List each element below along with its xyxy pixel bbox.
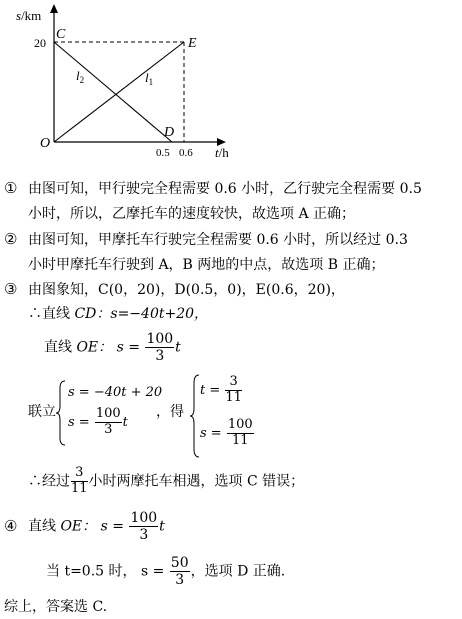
x-tick-05: 0.5	[156, 147, 170, 159]
sys2-row2-num: 100	[227, 417, 253, 432]
item4-line-oe	[28, 510, 165, 543]
item4-oe-den: 3	[139, 527, 149, 544]
point-e-label: E	[188, 36, 197, 51]
system1-row2	[68, 407, 128, 438]
system2-row2	[200, 418, 255, 449]
when-suffix: ，选项 D 正确.	[190, 563, 286, 580]
sys1-row2-num: 100	[95, 406, 121, 421]
lianli-label: 联立	[28, 404, 56, 420]
meet-prefix: ∴经过	[28, 473, 70, 490]
item2-line1: 由图可知，甲摩托车行驶完全程需要 0.6 小时，所以经过 0.3	[28, 232, 408, 248]
sys2-row2-fraction	[227, 418, 254, 449]
item3-line-cd	[28, 307, 208, 321]
sys2-row1-fraction	[225, 375, 242, 406]
cd-prefix: ∴直线	[28, 306, 75, 322]
y-tick-20: 20	[34, 36, 46, 50]
conclusion-text: 综上，答案选 C.	[4, 599, 108, 615]
point-d-label: D	[164, 125, 175, 140]
sys1-row2-den: 3	[104, 421, 113, 437]
system1-brace	[56, 380, 66, 446]
item4-marker: ④	[4, 517, 18, 535]
oe-fraction-den: 3	[155, 348, 165, 365]
meet-num: 3	[71, 466, 88, 482]
oe-var: t	[175, 339, 181, 356]
sys2-row2-den: 11	[231, 432, 249, 448]
distance-time-graph	[0, 0, 462, 165]
sys1-row2-var: t	[122, 414, 128, 430]
y-axis-label: s/km	[16, 8, 42, 23]
when-num: 50	[170, 555, 189, 571]
de-label: ，得	[156, 404, 184, 420]
point-c-label: C	[56, 27, 66, 42]
item3-meet-line	[28, 466, 304, 497]
line-l2-CD	[54, 42, 175, 142]
item3-line-oe	[44, 331, 181, 364]
item2-line2: 小时甲摩托车行驶到 A，B 两地的中点，故选项 B 正确；	[28, 257, 385, 273]
oe-name: OE	[76, 339, 99, 356]
system2-brace	[190, 374, 200, 458]
item4-oe-num: 100	[130, 510, 158, 526]
meet-den: 11	[71, 480, 88, 496]
item3-marker: ③	[4, 280, 18, 298]
system1-row1: s = −40t + 20	[68, 385, 163, 400]
sys1-row2-lhs: s =	[68, 414, 90, 430]
item4-when-line	[46, 555, 285, 588]
oe-fraction	[145, 331, 174, 364]
when-fraction	[170, 555, 190, 588]
oe-fraction-num: 100	[146, 331, 174, 347]
sys2-row2-lhs: s =	[200, 425, 222, 441]
cd-name: CD	[74, 306, 97, 322]
oe-eq-lhs: ： s =	[98, 339, 140, 356]
sys2-row1-lhs: t =	[200, 382, 221, 398]
system2-row1	[200, 375, 243, 406]
sys2-row1-den: 11	[225, 389, 242, 405]
line-l1-label: $l_1$	[145, 70, 154, 87]
item3-line1: 由图象知，C(0，20)，D(0.5，0)，E(0.6，20)，	[28, 282, 345, 298]
sys2-row1-num: 3	[225, 375, 242, 391]
y-axis-arrow	[50, 4, 58, 13]
oe-prefix: 直线	[44, 339, 77, 356]
point-o-label: O	[40, 136, 51, 151]
when-den: 3	[175, 572, 185, 589]
cd-equation: ：s=−40t+20，	[96, 306, 209, 322]
x-axis-label: t/h	[215, 145, 229, 160]
item4-oe-prefix: 直线	[28, 518, 61, 535]
meet-suffix: 小时两摩托车相遇，选项 C 错误；	[88, 473, 305, 490]
item4-oe-name: OE	[60, 518, 83, 535]
item4-oe-eq-lhs: ： s =	[82, 518, 124, 535]
item1-marker: ①	[4, 179, 18, 197]
line-l2-label: $l_2$	[76, 68, 85, 85]
x-tick-06: 0.6	[179, 147, 193, 159]
when-prefix: 当 t=0.5 时， s =	[46, 563, 165, 580]
meet-fraction	[71, 466, 88, 497]
item1-line1: 由图可知，甲行驶完全程需要 0.6 小时，乙行驶完全程需要 0.5	[28, 181, 422, 197]
item2-marker: ②	[4, 230, 18, 248]
item4-oe-fraction	[129, 510, 158, 543]
item1-line2: 小时，所以，乙摩托车的速度较快，故选项 A 正确；	[28, 206, 356, 222]
sys1-row2-fraction	[95, 407, 122, 438]
item4-oe-var: t	[159, 518, 165, 535]
